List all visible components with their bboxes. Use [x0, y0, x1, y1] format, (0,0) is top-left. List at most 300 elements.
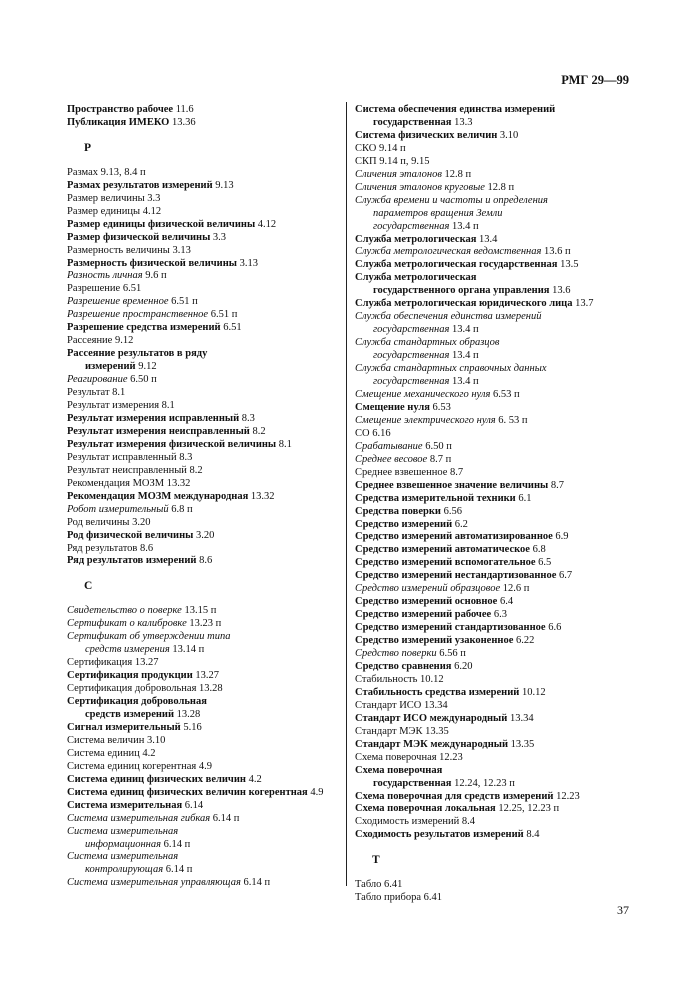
index-term: Размер величины 3.3: [67, 192, 161, 204]
index-term: Результат измерения исправленный: [67, 412, 240, 424]
index-term: Результат измерения физической величины: [67, 438, 277, 450]
index-reference: 6.3: [491, 609, 507, 621]
index-term: Система единиц когерентная 4.9: [67, 760, 212, 772]
index-term: Разрешение 6.51: [67, 283, 142, 295]
index-entry: [355, 169, 655, 182]
index-reference: 6.4: [497, 596, 514, 608]
index-entry: [355, 389, 655, 402]
index-entry: [67, 258, 347, 271]
index-entry: [67, 696, 347, 709]
index-entry: [355, 143, 655, 156]
index-term: Результат измерения неисправленный: [67, 425, 250, 437]
index-reference: 5.16: [180, 721, 202, 733]
index-term: Система единиц физических величин: [67, 773, 246, 785]
index-term: Сходимость результатов измерений: [355, 829, 524, 841]
index-entry: [67, 877, 347, 890]
index-entry: [67, 543, 347, 556]
index-reference: 6.53 п: [490, 388, 520, 400]
index-reference: 13.36: [169, 116, 196, 128]
index-term: Размерность физической величины: [67, 257, 237, 269]
index-term: Средство измерений основное: [355, 596, 498, 608]
index-entry: [355, 156, 655, 169]
index-reference: 6.1: [515, 492, 532, 504]
index-entry: [355, 791, 655, 804]
index-reference: 6.7: [556, 570, 573, 582]
index-term: Разрешение временное: [67, 296, 169, 308]
index-term: Размер единицы физической величины: [67, 218, 256, 230]
index-reference: 6.14 п: [210, 812, 240, 824]
index-term: Разрешение пространственное: [67, 309, 209, 321]
index-term: СКО 9.14 п: [355, 142, 406, 154]
index-reference: 4.12: [255, 218, 277, 230]
index-term: Система измерительная гибкая: [67, 812, 211, 824]
index-entry: [355, 324, 655, 337]
index-term: Публикация ИМЕКО: [67, 116, 170, 128]
index-reference: 6.20: [451, 660, 473, 672]
index-entry: [355, 687, 655, 700]
index-entry: [355, 467, 655, 480]
index-entry: [355, 635, 655, 648]
index-reference: 3.10: [497, 129, 519, 141]
index-entry: [355, 739, 655, 752]
index-entry: [67, 465, 347, 478]
index-term: Система единиц 4.2: [67, 747, 156, 759]
index-term: Служба времени и частоты и определения: [355, 194, 548, 206]
index-term: Средства поверки: [355, 505, 441, 517]
index-term: Служба метрологическая: [355, 272, 477, 284]
index-entry: [355, 337, 655, 350]
index-reference: 6.2: [452, 518, 468, 530]
index-entry: [355, 519, 655, 532]
index-entry: [67, 748, 347, 761]
index-reference: 13.34: [507, 712, 534, 724]
index-column-left: [67, 104, 347, 890]
index-term: Сертификат об утверждении типа: [67, 631, 231, 643]
index-reference: 13.32: [248, 490, 275, 502]
index-reference: 6.9: [552, 531, 569, 543]
index-term: Средство измерений рабочее: [355, 609, 492, 621]
index-term: Рассеяние 9.12: [67, 335, 134, 347]
index-reference: 13.4 п: [449, 220, 479, 232]
index-term: информационная: [85, 838, 162, 850]
index-term: Род величины 3.20: [67, 516, 151, 528]
index-entry: [67, 104, 347, 117]
index-entry: [355, 879, 655, 892]
index-term: Стабильность средства измерений: [355, 686, 520, 698]
index-reference: 13.14 п: [169, 644, 205, 656]
index-entry: [67, 400, 347, 413]
index-reference: 12.23: [553, 790, 580, 802]
index-term: Стандарт ИСО международный: [355, 712, 508, 724]
index-term: государственная: [373, 220, 450, 232]
index-term: Табло 6.41: [355, 879, 403, 891]
index-entry: [355, 609, 655, 622]
index-term: государственная: [373, 376, 450, 388]
index-entry: [67, 335, 347, 348]
index-entry: [355, 726, 655, 739]
index-term: Свидетельство о поверке: [67, 605, 182, 617]
index-term: Сигнал измерительный: [67, 721, 181, 733]
index-entry: [355, 350, 655, 363]
index-entry: [67, 504, 347, 517]
index-entry: [355, 544, 655, 557]
index-entry: [67, 657, 347, 670]
document-code-header: РМГ 29—99: [561, 73, 629, 87]
index-reference: 8.4: [523, 829, 540, 841]
index-entry: [355, 311, 655, 324]
index-term: Разность личная: [67, 270, 143, 282]
index-entry: [67, 839, 347, 852]
index-entry: [355, 583, 655, 596]
index-entry: [67, 864, 347, 877]
index-term: Схема поверочная локальная: [355, 803, 496, 815]
index-reference: 6.56 п: [436, 648, 466, 660]
index-reference: 6.51 п: [168, 296, 198, 308]
index-reference: 6.14: [182, 799, 204, 811]
index-term: Служба метрологическая государственная: [355, 259, 558, 271]
index-term: СО 6.16: [355, 427, 391, 439]
index-reference: 6.50 п: [422, 440, 452, 452]
section-letter: Т: [372, 854, 380, 867]
index-entry: [67, 813, 347, 826]
index-entry: [355, 531, 655, 544]
index-term: Сертификат о калибровке: [67, 618, 187, 630]
index-reference: 6.51: [220, 322, 242, 334]
index-term: Стандарт МЭК 13.35: [355, 725, 449, 737]
index-term: Стабильность 10.12: [355, 673, 444, 685]
index-term: измерений: [85, 361, 136, 373]
index-reference: 9.6 п: [142, 270, 167, 282]
index-term: Схема поверочная для средств измерений: [355, 790, 554, 802]
index-entry: [355, 298, 655, 311]
index-reference: 3.3: [210, 231, 227, 243]
index-term: Система измерительная: [67, 825, 179, 837]
index-entry: [67, 283, 347, 296]
index-entry: [355, 428, 655, 441]
index-term: Система физических величин: [355, 129, 498, 141]
index-reference: 4.9: [307, 786, 324, 798]
index-term: Срабатывание: [355, 440, 423, 452]
index-entry: [355, 130, 655, 143]
index-reference: 8.6: [196, 555, 213, 567]
index-entry: [67, 605, 347, 618]
section-spacer: [67, 155, 347, 167]
index-reference: 6.53: [429, 401, 451, 413]
page-number: 37: [617, 903, 629, 917]
index-reference: 13.3: [451, 116, 473, 128]
index-term: средств измерения: [85, 644, 170, 656]
index-term: Среднее взвешенное значение величины: [355, 479, 549, 491]
index-reference: 6.5: [535, 557, 552, 569]
index-term: Результат неисправленный 8.2: [67, 464, 203, 476]
index-reference: 13.4: [476, 233, 498, 245]
index-entry: [355, 480, 655, 493]
index-entry: [355, 622, 655, 635]
index-entry: [67, 530, 347, 543]
index-term: Сертификация продукции: [67, 670, 193, 682]
index-term: Система обеспечения единства измерений: [355, 104, 556, 115]
index-entry: [355, 117, 655, 130]
index-term: Смещение нуля: [355, 401, 430, 413]
index-entry: [67, 670, 347, 683]
index-entry: [355, 570, 655, 583]
index-reference: 11.6: [173, 104, 194, 115]
index-term: Средство измерений нестандартизованное: [355, 570, 557, 582]
index-reference: 12.24, 12.23 п: [451, 777, 515, 789]
section-letter: С: [84, 580, 93, 593]
index-reference: 6.8 п: [168, 503, 193, 515]
index-term: средств измерений: [85, 708, 175, 720]
section-spacer: [67, 130, 347, 142]
index-entry: [355, 259, 655, 272]
index-term: Ряд результатов измерений: [67, 555, 197, 567]
index-term: Результат 8.1: [67, 387, 126, 399]
index-entry: [355, 816, 655, 829]
index-entry: [355, 765, 655, 778]
index-entry: [355, 596, 655, 609]
index-reference: 9.12: [135, 361, 157, 373]
index-entry: [67, 735, 347, 748]
index-term: Средство измерений: [355, 518, 453, 530]
index-column-right: [355, 104, 655, 905]
index-reference: 3.13: [236, 257, 258, 269]
index-entry: [67, 245, 347, 258]
index-term: Реагирование: [67, 374, 128, 386]
index-term: Средство сравнения: [355, 660, 452, 672]
index-term: контролирующая: [85, 864, 164, 876]
index-term: Табло прибора 6.41: [355, 892, 442, 904]
index-entry: [355, 104, 655, 117]
index-term: государственная: [373, 777, 452, 789]
index-entry: [67, 348, 347, 361]
index-term: государственная: [373, 116, 452, 128]
index-reference: 9.13: [212, 179, 234, 191]
index-entry: [67, 722, 347, 735]
section-spacer: [67, 593, 347, 605]
index-entry: [355, 415, 655, 428]
index-reference: 12.25, 12.23 п: [495, 803, 560, 815]
index-reference: 13.6: [549, 285, 571, 297]
index-entry: [355, 376, 655, 389]
index-reference: 8.2: [249, 425, 266, 437]
index-term: Результат исправленный 8.3: [67, 451, 193, 463]
index-term: Сертификация добровольная: [67, 696, 207, 708]
index-term: Род физической величины: [67, 529, 194, 541]
index-entry: [355, 246, 655, 259]
index-entry: [67, 374, 347, 387]
index-reference: 13.6 п: [541, 246, 571, 258]
index-term: Система единиц физических величин когерентная: [67, 786, 308, 798]
index-entry: [67, 631, 347, 644]
index-entry: [67, 555, 347, 568]
index-term: Ряд результатов 8.6: [67, 542, 154, 554]
index-term: Средство поверки: [355, 648, 437, 660]
index-reference: 13.27: [192, 670, 219, 682]
index-entry: [67, 309, 347, 322]
index-entry: [67, 826, 347, 839]
index-entry: [355, 648, 655, 661]
index-term: Разрешение средства измерений: [67, 322, 221, 334]
index-entry: [67, 296, 347, 309]
index-reference: 6.6: [545, 622, 562, 634]
index-term: Среднее весовое: [355, 453, 428, 465]
index-reference: 3.20: [193, 529, 215, 541]
index-term: Служба метрологическая юридического лица: [355, 298, 573, 310]
index-entry: [355, 700, 655, 713]
index-term: государственная: [373, 350, 450, 362]
index-entry: [67, 774, 347, 787]
index-reference: 13.4 п: [449, 376, 479, 388]
index-entry: [355, 234, 655, 247]
index-entry: [355, 221, 655, 234]
index-term: Стандарт МЭК международный: [355, 738, 509, 750]
index-entry: [67, 270, 347, 283]
index-entry: [67, 206, 347, 219]
index-entry: [67, 426, 347, 439]
index-term: Средство измерений образцовое: [355, 583, 501, 595]
index-term: Пространство рабочее: [67, 104, 174, 115]
section-spacer: [355, 867, 655, 879]
index-entry: [67, 787, 347, 800]
index-entry: [67, 219, 347, 232]
index-term: Схема поверочная: [355, 764, 443, 776]
index-term: Служба стандартных образцов: [355, 337, 500, 349]
index-entry: [355, 363, 655, 376]
index-term: Размах 9.13, 8.4 п: [67, 166, 146, 178]
index-term: Размах результатов измерений: [67, 179, 213, 191]
index-entry: [355, 506, 655, 519]
index-term: Рекомендация МОЗМ международная: [67, 490, 249, 502]
index-reference: 6.14 п: [163, 864, 193, 876]
index-term: Стандарт ИСО 13.34: [355, 699, 448, 711]
index-reference: 6.14 п: [240, 877, 271, 889]
index-term: Среднее взвешенное 8.7: [355, 466, 464, 478]
index-entry: [67, 517, 347, 530]
index-reference: 13.15 п: [181, 605, 217, 617]
index-term: Размер физической величины: [67, 231, 211, 243]
index-entry: [355, 829, 655, 842]
index-entry: [355, 713, 655, 726]
index-term: параметров вращения Земли: [373, 207, 503, 219]
index-term: Рекомендация МОЗМ 13.32: [67, 477, 191, 489]
index-entry: [355, 803, 655, 816]
index-reference: 13.5: [557, 259, 579, 271]
index-reference: 6.14 п: [161, 838, 191, 850]
index-reference: 12.8 п: [484, 181, 515, 193]
index-entry: [67, 439, 347, 452]
index-term: Сходимость измерений 8.4: [355, 816, 476, 828]
index-reference: 6.50 п: [127, 374, 157, 386]
index-reference: 6.51 п: [208, 309, 238, 321]
index-entry: [355, 892, 655, 905]
index-reference: 13.23 п: [186, 618, 222, 630]
index-entry: [67, 644, 347, 657]
index-reference: 13.7: [572, 298, 594, 310]
index-term: государственного органа управления: [373, 285, 550, 297]
index-reference: 6.56: [440, 505, 462, 517]
index-reference: 4.2: [245, 773, 262, 785]
index-entry: [67, 683, 347, 696]
index-entry: [67, 180, 347, 193]
index-term: Система измерительная: [67, 851, 179, 863]
index-entry: [67, 167, 347, 180]
index-entry: [355, 195, 655, 208]
index-entry: [67, 452, 347, 465]
index-term: Сертификация добровольная 13.28: [67, 683, 223, 695]
index-reference: 6.22: [513, 635, 535, 647]
index-reference: 8.7 п: [427, 453, 452, 465]
index-term: Средство измерений автоматическое: [355, 544, 530, 556]
index-entry: [67, 491, 347, 504]
index-term: СКП 9.14 п, 9.15: [355, 155, 430, 167]
index-entry: [67, 413, 347, 426]
index-reference: 13.4 п: [449, 350, 479, 362]
index-entry: [355, 402, 655, 415]
index-term: Служба стандартных справочных данных: [355, 363, 547, 375]
section-letter: Р: [84, 141, 92, 154]
index-term: Размер единицы 4.12: [67, 205, 162, 217]
index-entry: [67, 851, 347, 864]
index-term: Средства измерительной техники: [355, 492, 516, 504]
index-term: Служба метрологическая: [355, 233, 477, 245]
index-reference: 6.8: [529, 544, 546, 556]
index-entry: [67, 361, 347, 374]
index-entry: [355, 674, 655, 687]
index-reference: 12.6 п: [500, 583, 530, 595]
index-term: Служба обеспечения единства измерений: [355, 311, 542, 323]
index-reference: 13.28: [174, 708, 201, 720]
index-entry: [67, 800, 347, 813]
index-entry: [67, 193, 347, 206]
index-term: Сертификация 13.27: [67, 657, 159, 669]
index-term: Средство измерений автоматизированное: [355, 531, 553, 543]
index-entry: [355, 661, 655, 674]
index-entry: [355, 454, 655, 467]
index-term: Система измерительная: [67, 799, 183, 811]
index-term: Робот измерительный: [67, 503, 169, 515]
index-reference: 8.3: [239, 412, 255, 424]
index-entry: [355, 557, 655, 570]
index-entry: [355, 208, 655, 221]
index-reference: 8.7: [548, 479, 564, 491]
index-term: Сличения эталонов: [355, 168, 442, 180]
section-spacer: [67, 568, 347, 580]
index-term: Средство измерений стандартизованное: [355, 622, 546, 634]
index-term: Схема поверочная 12.23: [355, 751, 463, 763]
index-entry: [355, 182, 655, 195]
index-reference: 13.35: [508, 738, 535, 750]
index-reference: 10.12: [519, 686, 546, 698]
index-entry: [355, 778, 655, 791]
index-term: Сличения эталонов круговые: [355, 181, 485, 193]
index-term: Результат измерения 8.1: [67, 400, 175, 412]
index-reference: 12.8 п: [441, 168, 472, 180]
index-reference: 13.4 п: [449, 324, 479, 336]
section-spacer: [355, 842, 655, 854]
index-entry: [67, 322, 347, 335]
index-term: Система измерительная управляющая: [67, 877, 241, 889]
index-entry: [67, 232, 347, 245]
index-term: Размерность величины 3.13: [67, 244, 191, 256]
index-term: Система величин 3.10: [67, 734, 166, 746]
index-term: государственная: [373, 324, 450, 336]
index-term: Служба метрологическая ведомственная: [355, 246, 542, 258]
index-entry: [67, 618, 347, 631]
index-entry: [355, 752, 655, 765]
index-term: Рассеяние результатов в ряду: [67, 348, 208, 360]
index-entry: [67, 478, 347, 491]
index-term: Средство измерений вспомогательное: [355, 557, 536, 569]
